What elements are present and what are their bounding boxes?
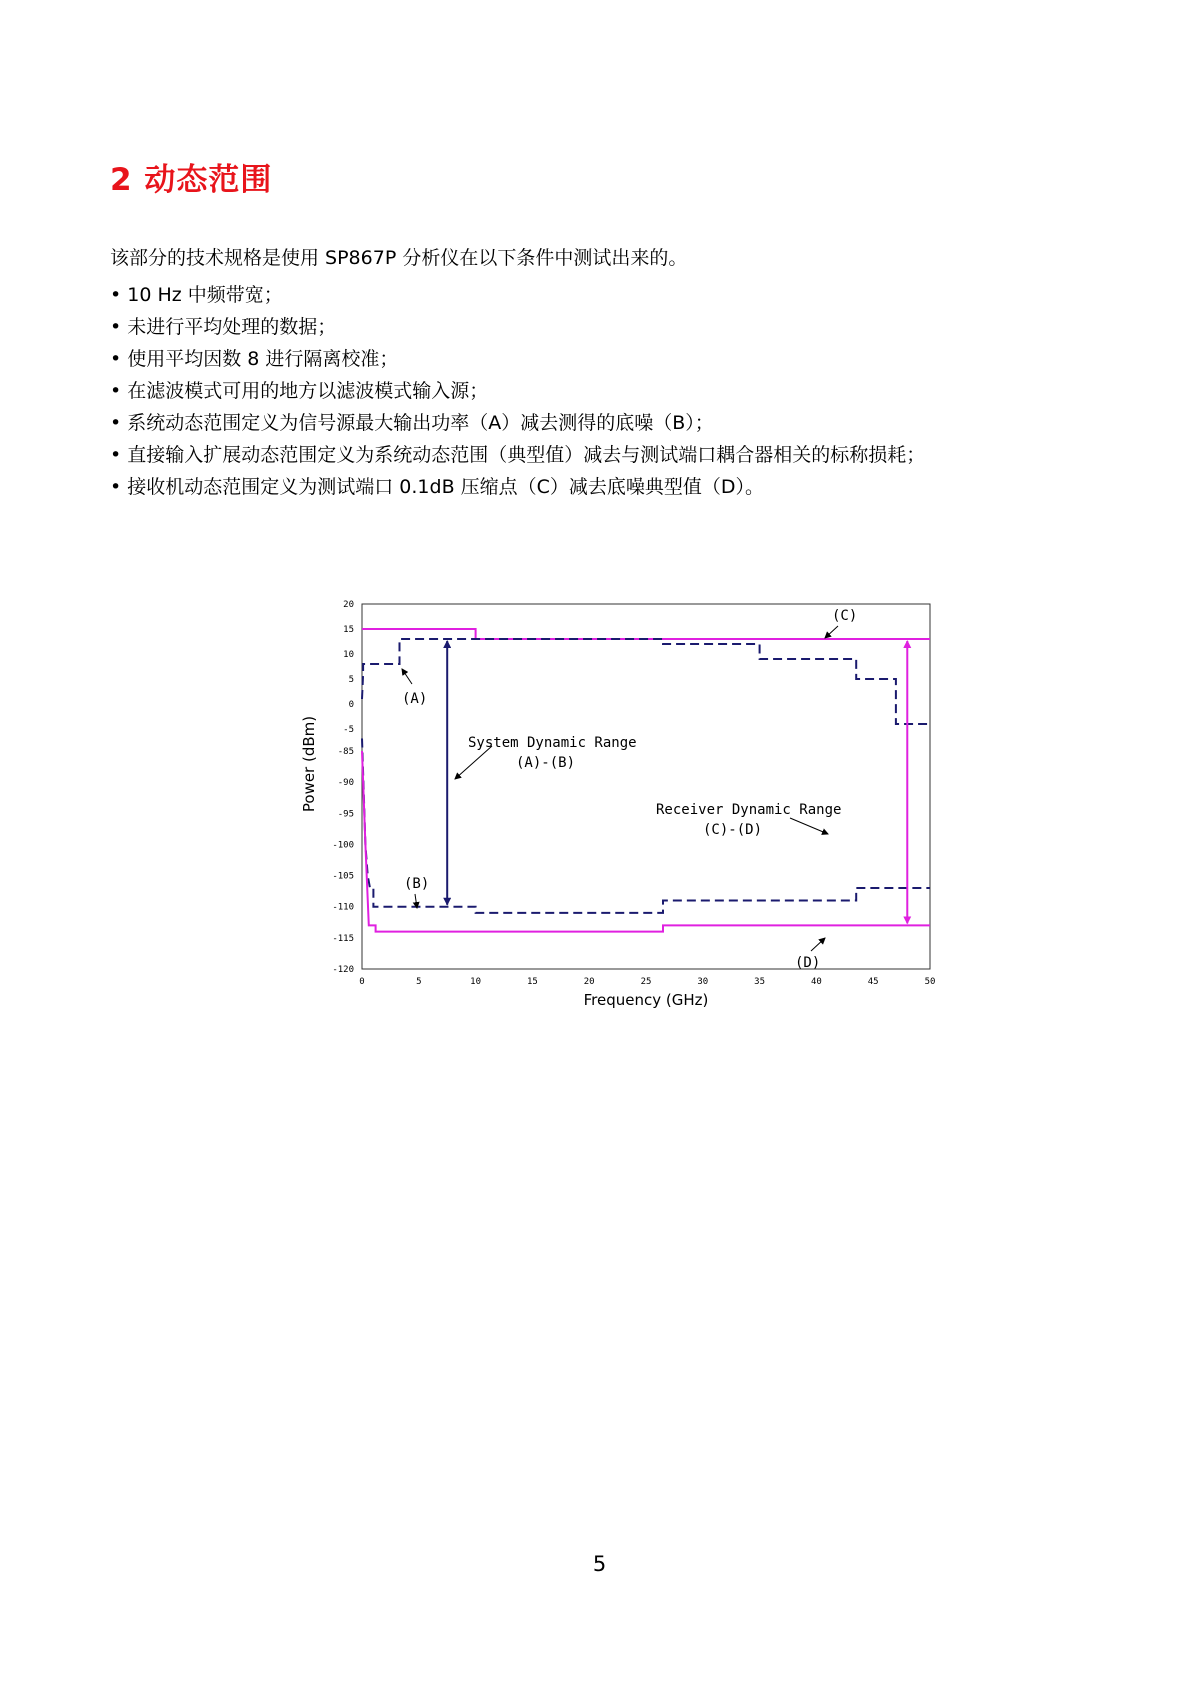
y-tick-label: -90 (337, 778, 354, 789)
condition-item: • 使用平均因数 8 进行隔离校准； (110, 348, 399, 370)
condition-item: • 接收机动态范围定义为测试端口 0.1dB 压缩点（C）减去底噪典型值（D）。 (110, 476, 765, 498)
series-line-c (362, 629, 930, 639)
x-tick-label: 35 (754, 977, 766, 987)
section-heading: 2 动态范围 (110, 162, 273, 198)
condition-item: • 在滤波模式可用的地方以滤波模式输入源； (110, 380, 489, 402)
receiver-range-title: Receiver Dynamic Range (656, 802, 842, 818)
condition-item: • 未进行平均处理的数据； (110, 316, 337, 338)
dynamic-range-chart (290, 594, 950, 1034)
y-tick-label: -100 (332, 840, 354, 851)
system-range-formula: (A)-(B) (516, 755, 576, 771)
x-tick-label: 10 (470, 977, 482, 987)
receiver-range-formula: (C)-(D) (703, 822, 763, 838)
y-tick-label: -85 (337, 747, 354, 757)
y-tick-label: 15 (343, 625, 354, 635)
x-tick-label: 50 (924, 977, 936, 987)
condition-item: • 系统动态范围定义为信号源最大输出功率（A）减去测得的底噪（B）； (110, 412, 714, 434)
y-tick-label: 20 (343, 600, 354, 610)
x-tick-label: 15 (526, 977, 538, 987)
x-tick-label: 25 (640, 977, 652, 987)
x-axis-title: Frequency (GHz) (583, 991, 709, 1009)
label-b: (B) (404, 876, 430, 892)
x-tick-label: 40 (810, 977, 822, 987)
pointer-d (811, 938, 825, 951)
y-tick-label: -95 (337, 809, 354, 820)
intro-paragraph: 该部分的技术规格是使用 SP867P 分析仪在以下条件中测试出来的。 (110, 247, 688, 269)
y-tick-label: -120 (332, 965, 354, 975)
y-tick-label: 10 (343, 650, 354, 660)
y-tick-label: -110 (332, 902, 354, 913)
pointer-c (825, 626, 838, 638)
x-tick-label: 0 (359, 977, 365, 987)
page-number: 5 (592, 1552, 607, 1576)
condition-item: • 10 Hz 中频带宽； (110, 284, 283, 306)
label-a: (A) (402, 691, 428, 707)
pointer-a (402, 669, 412, 684)
y-tick-label: -115 (332, 933, 354, 944)
label-c: (C) (832, 608, 858, 624)
chart-svg (290, 594, 950, 1034)
x-tick-label: 45 (867, 977, 879, 987)
x-tick-label: 30 (697, 977, 709, 987)
y-axis-title: Power (dBm) (300, 715, 318, 813)
label-d: (D) (795, 955, 821, 971)
conditions-list (110, 279, 925, 503)
condition-item: • 直接输入扩展动态范围定义为系统动态范围（典型值）减去与测试端口耦合器相关的标称损耗； (110, 444, 926, 466)
y-tick-label: -5 (343, 725, 354, 735)
y-tick-label: 0 (348, 700, 354, 710)
system-range-title: System Dynamic Range (468, 735, 637, 751)
x-tick-label: 5 (416, 977, 422, 987)
y-tick-label: -105 (332, 871, 354, 882)
y-tick-label: 5 (348, 675, 354, 685)
pointer-receiver (790, 818, 828, 834)
x-tick-label: 20 (583, 977, 595, 987)
